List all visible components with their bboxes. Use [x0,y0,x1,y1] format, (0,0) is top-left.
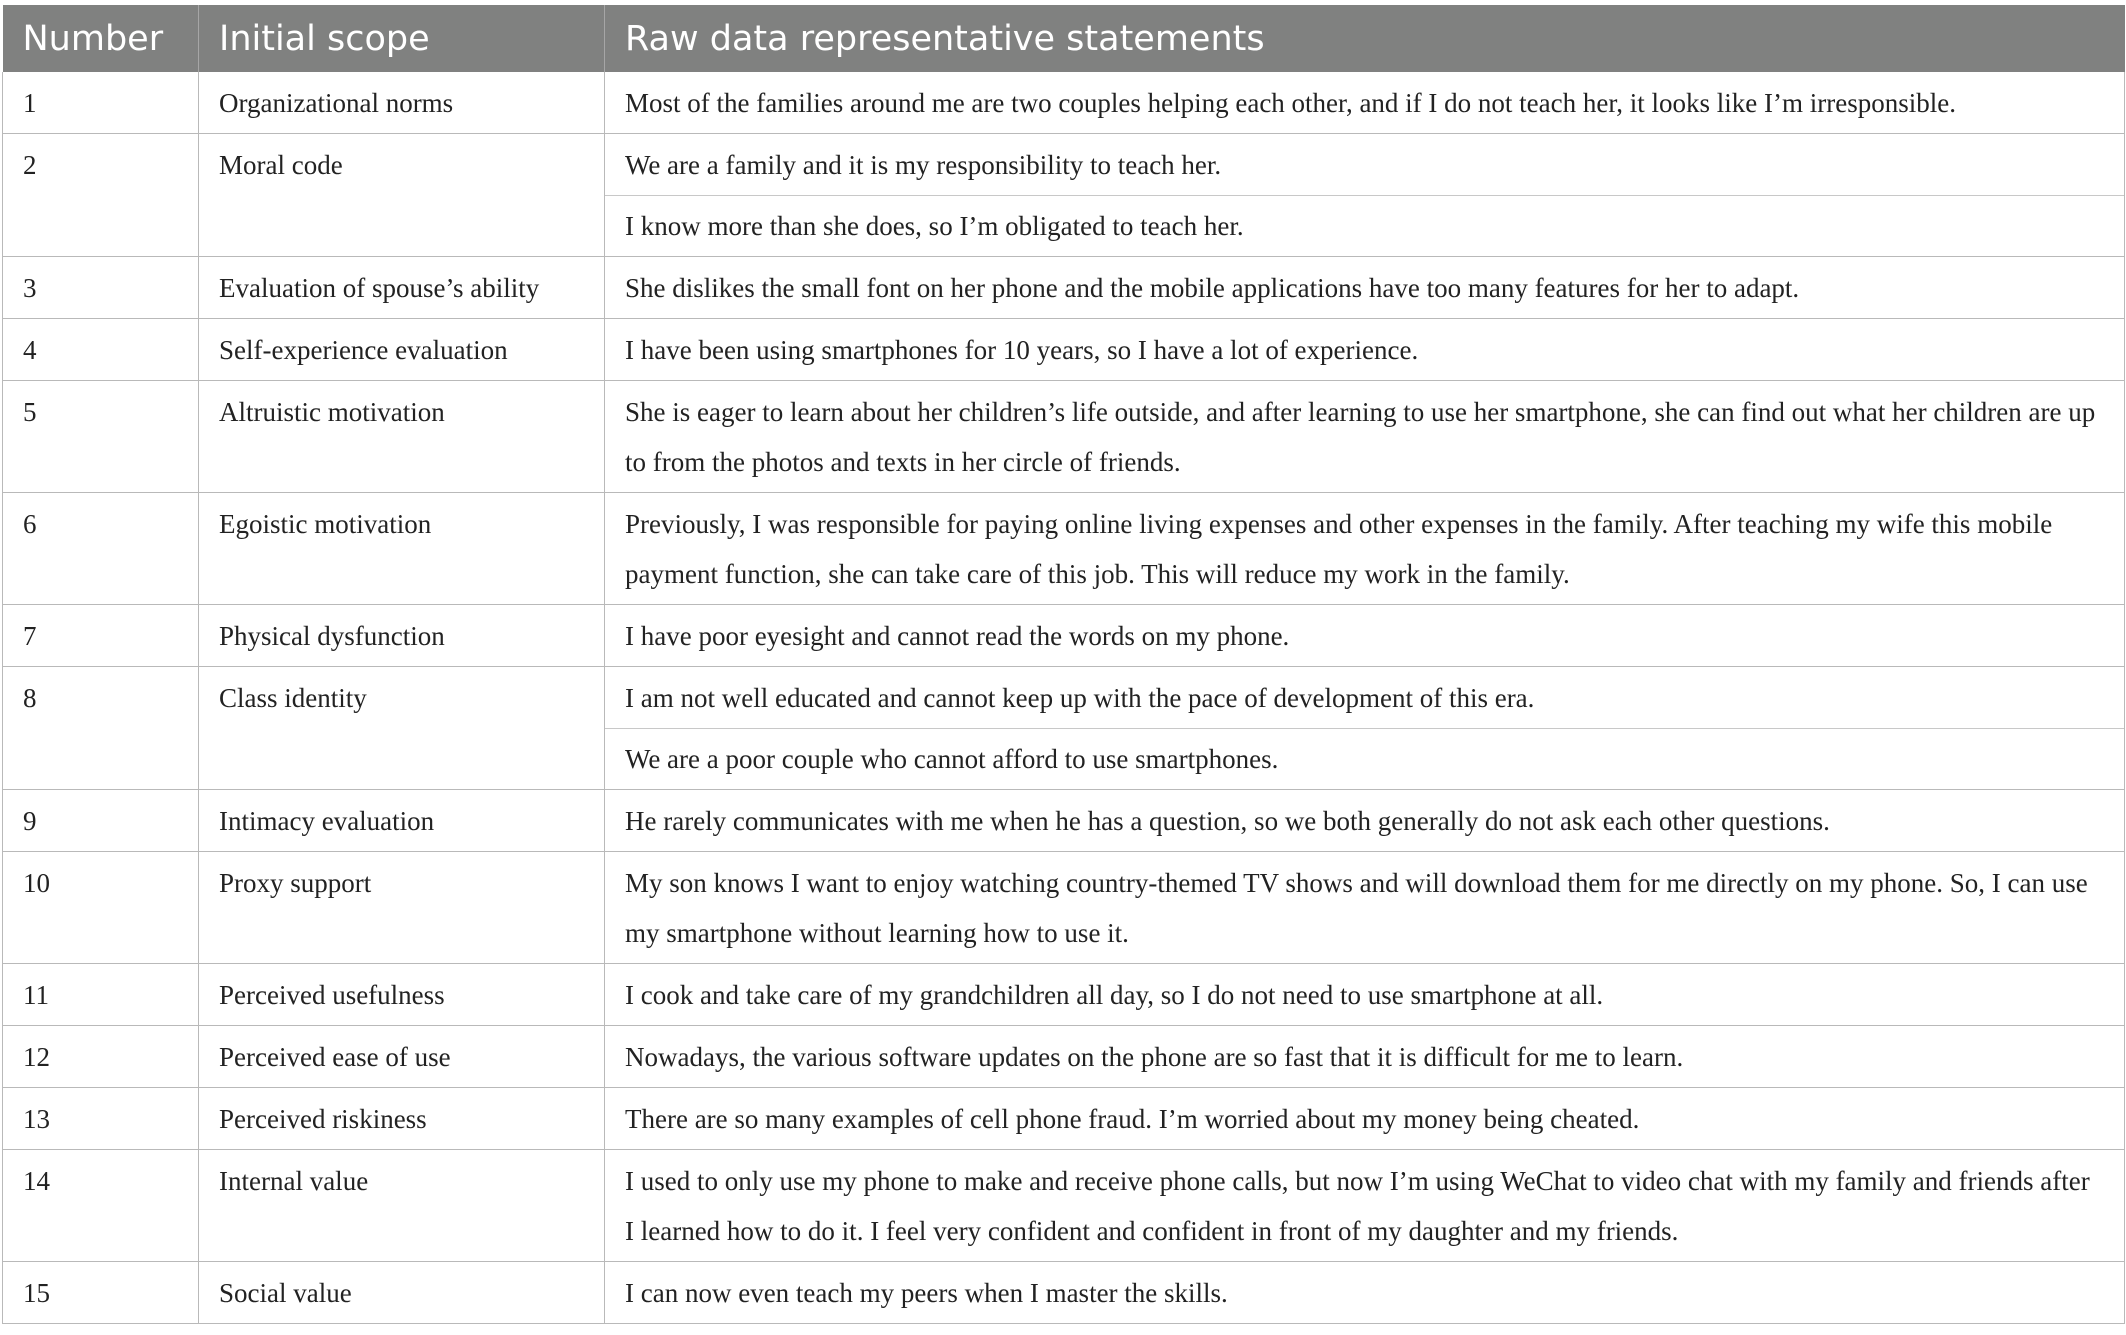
statement-text: She dislikes the small font on her phone and the mobile applications have too many features for her to adapt. [625,273,1800,303]
row-initial-scope: Evaluation of spouse’s ability [199,257,605,319]
row-statements [605,72,2125,134]
row-number: 6 [3,493,199,605]
table-row [3,134,2125,257]
table-row [3,667,2125,790]
row-statements [605,493,2125,605]
statement-text: I cook and take care of my grandchildren all day, so I do not need to use smartphone at all. [625,980,1604,1010]
statement-text: I know more than she does, so I’m obligated to teach her. [605,195,2124,251]
row-statements [605,964,2125,1026]
row-statements [605,381,2125,493]
row-initial-scope: Intimacy evaluation [199,790,605,852]
row-initial-scope: Internal value [199,1150,605,1262]
row-statements [605,1150,2125,1262]
row-number: 12 [3,1026,199,1088]
row-statements [605,257,2125,319]
statement-text: I can now even teach my peers when I master the skills. [625,1278,1228,1308]
statement-text: There are so many examples of cell phone fraud. I’m worried about my money being cheated. [625,1104,1640,1134]
row-number: 3 [3,257,199,319]
row-number: 9 [3,790,199,852]
table-row [3,381,2125,493]
row-statements [605,134,2125,257]
row-number: 13 [3,1088,199,1150]
statement-text: He rarely communicates with me when he has a question, so we both generally do not ask each other questions. [625,806,1830,836]
header-initial-scope: Initial scope [199,5,605,72]
statement-text: I have been using smartphones for 10 years, so I have a lot of experience. [625,335,1419,365]
header-number: Number [3,5,199,72]
row-number: 7 [3,605,199,667]
row-initial-scope: Moral code [199,134,605,257]
table-row [3,605,2125,667]
row-initial-scope: Perceived riskiness [199,1088,605,1150]
row-initial-scope: Altruistic motivation [199,381,605,493]
row-initial-scope: Self-experience evaluation [199,319,605,381]
statements-table [2,5,2125,1324]
statement-text: She is eager to learn about her children’s life outside, and after learning to use her smartphone, she can find out what her children are up to from the photos and texts in her circle of friends. [625,397,2096,477]
row-initial-scope: Class identity [199,667,605,790]
row-number: 4 [3,319,199,381]
row-statements [605,605,2125,667]
table-row [3,1026,2125,1088]
table-row [3,1262,2125,1324]
header-statements: Raw data representative statements [605,5,2125,72]
table-row [3,319,2125,381]
statement-text: I have poor eyesight and cannot read the words on my phone. [625,621,1290,651]
row-initial-scope: Egoistic motivation [199,493,605,605]
table-row [3,964,2125,1026]
table-body [3,72,2125,1324]
row-number: 10 [3,852,199,964]
statement-text: Nowadays, the various software updates on the phone are so fast that it is difficult for me to learn. [625,1042,1684,1072]
row-initial-scope: Physical dysfunction [199,605,605,667]
row-statements [605,319,2125,381]
row-statements [605,790,2125,852]
row-number: 5 [3,381,199,493]
row-statements [605,1026,2125,1088]
row-statements [605,1088,2125,1150]
statement-text: We are a poor couple who cannot afford to use smartphones. [605,728,2124,784]
table-row [3,852,2125,964]
row-initial-scope: Organizational norms [199,72,605,134]
table-row [3,790,2125,852]
row-number: 15 [3,1262,199,1324]
table-row [3,72,2125,134]
data-table-container [2,5,2124,1324]
row-initial-scope: Perceived usefulness [199,964,605,1026]
row-statements [605,667,2125,790]
row-number: 1 [3,72,199,134]
table-row [3,1150,2125,1262]
statement-text: Most of the families around me are two couples helping each other, and if I do not teach her, it looks like I’m irresponsible. [625,88,1956,118]
row-initial-scope: Social value [199,1262,605,1324]
statement-text: My son knows I want to enjoy watching country-themed TV shows and will download them for me directly on my phone. So, I can use my smartphone without learning how to use it. [625,868,2088,948]
table-row [3,257,2125,319]
statement-text: Previously, I was responsible for paying online living expenses and other expenses in the family. After teaching my wife this mobile payment function, she can take care of this job. This will reduce my work in the family. [625,509,2053,589]
table-row [3,493,2125,605]
header-row [3,5,2125,72]
statement-text: We are a family and it is my responsibility to teach her. [625,150,1222,180]
row-number: 8 [3,667,199,790]
row-number: 11 [3,964,199,1026]
statement-text: I used to only use my phone to make and receive phone calls, but now I’m using WeChat to video chat with my family and friends after I learned how to do it. I feel very confident and confident in front of my daughter and my friends. [625,1166,2090,1246]
table-row [3,1088,2125,1150]
row-statements [605,852,2125,964]
row-number: 14 [3,1150,199,1262]
row-initial-scope: Perceived ease of use [199,1026,605,1088]
row-initial-scope: Proxy support [199,852,605,964]
table-header [3,5,2125,72]
row-statements [605,1262,2125,1324]
row-number: 2 [3,134,199,257]
statement-text: I am not well educated and cannot keep up with the pace of development of this era. [625,683,1535,713]
